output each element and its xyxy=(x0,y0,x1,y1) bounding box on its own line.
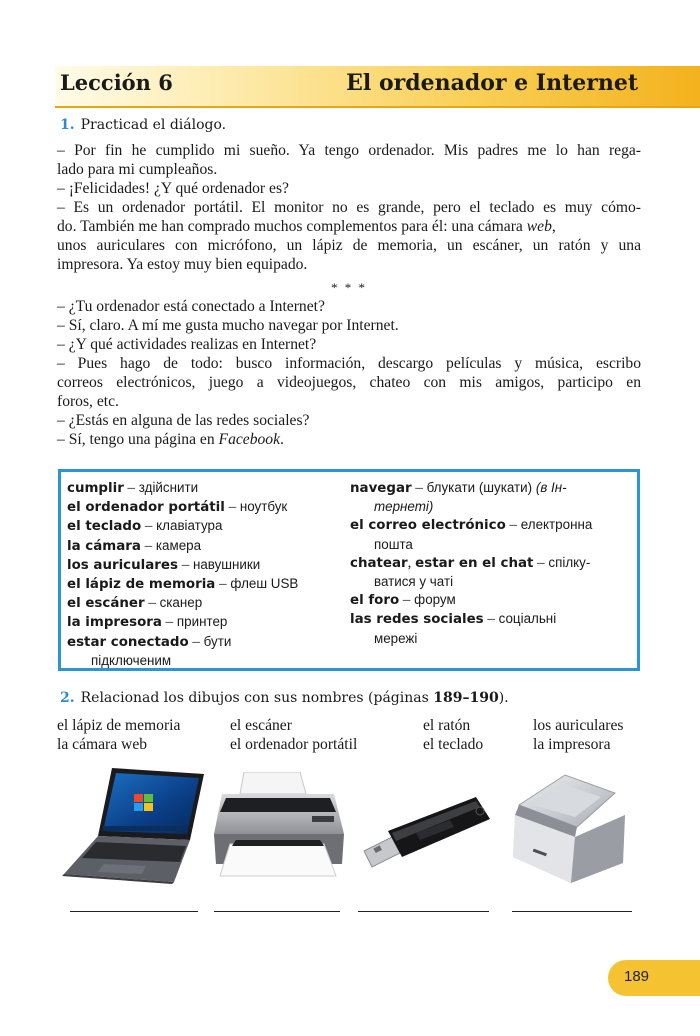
vocab-translation: бути xyxy=(203,633,232,649)
vocab-term: chatear xyxy=(350,555,408,571)
vocab-term: cumplir xyxy=(67,481,124,496)
dialogue-part-2 xyxy=(57,297,641,449)
scanner-image xyxy=(505,771,631,885)
dialogue-text: do. También me han comprado muchos complementos para él: una cámara xyxy=(57,218,527,235)
vocab-term: el correo electrónico xyxy=(350,518,506,534)
word-column xyxy=(57,716,180,754)
vocab-translation: електронна xyxy=(520,517,593,533)
vocab-term: el ordenador portátil xyxy=(67,500,225,516)
dialogue-line: – Por fin he cumplido mi sueño. Ya tengo ordenador. Mis padres me lo han rega- xyxy=(57,142,641,159)
vocab-term: las redes sociales xyxy=(350,612,484,628)
vocab-translation-continued: мережі xyxy=(374,630,418,646)
vocab-translation-continued: підключеним xyxy=(91,652,172,668)
task-instruction: Practicad el diálogo. xyxy=(80,117,227,133)
vocab-entry: el teclado – клавіатура xyxy=(67,518,223,535)
dialogue-line: – Sí, claro. A mí me gusta mucho navegar por Internet. xyxy=(57,317,399,334)
dialogue-line: – Sí, tengo una página en Facebook. xyxy=(57,431,284,448)
dialogue-line: foros, etc. xyxy=(57,393,119,410)
task-number: 2. xyxy=(60,690,75,706)
page-reference: 189–190 xyxy=(433,690,499,706)
vocab-translation: камера xyxy=(155,537,202,553)
separator-stars: * * * xyxy=(331,280,367,295)
dialogue-italic: web xyxy=(526,218,552,235)
vocab-term: estar en el chat xyxy=(415,555,534,571)
dialogue-line: correos electrónicos, juego a videojuegos, chateo con mis amigos, participo en xyxy=(57,374,641,391)
dialogue-line: unos auriculares con micrófono, un lápiz de memoria, un escáner, un ratón y una xyxy=(57,237,641,254)
page-number-tab xyxy=(608,960,700,996)
vocab-term: los auriculares xyxy=(67,557,178,573)
vocab-term: el teclado xyxy=(67,519,142,535)
dialogue-line: – ¿Y qué actividades realizas en Internet? xyxy=(57,336,317,353)
word-item: la impresora xyxy=(533,736,611,753)
vocab-entry: navegar – блукати (шукати) (в Ін- xyxy=(350,480,567,496)
word-column xyxy=(230,716,357,754)
vocab-note: (в Ін- xyxy=(535,480,567,495)
vocabulary-box xyxy=(58,469,640,671)
vocab-term: navegar xyxy=(350,481,412,496)
word-column xyxy=(533,716,624,754)
task-number: 1. xyxy=(60,117,75,133)
vocab-entry: el escáner – сканер xyxy=(67,595,203,612)
vocab-note-continued: тернеті) xyxy=(374,499,434,515)
word-item: los auriculares xyxy=(533,717,624,734)
dialogue-line: – ¿Estás en alguna de las redes sociales? xyxy=(57,412,310,429)
dialogue-text: – Sí, tengo una página en xyxy=(57,431,219,448)
vocab-entry: el lápiz de memoria – флеш USB xyxy=(67,576,299,593)
dialogue-line: impresora. Ya estoy muy bien equipado. xyxy=(57,256,308,273)
vocab-entry: el correo electrónico – електронна xyxy=(350,517,593,534)
vocab-translation-continued: пошта xyxy=(374,536,413,552)
vocab-translation: навушники xyxy=(192,556,261,572)
task-instruction: Relacionad los dibujos con sus nombres (páginas xyxy=(80,690,434,706)
lesson-title: El ordenador e Internet xyxy=(346,70,638,96)
dialogue-line: – Es un ordenador portátil. El monitor no es grande, pero el teclado es muy cómo- xyxy=(57,199,641,216)
vocab-translation: флеш USB xyxy=(230,576,299,592)
dialogue-italic: Facebook xyxy=(218,431,281,448)
word-item: el lápiz de memoria xyxy=(57,717,181,734)
word-item: la cámara web xyxy=(57,736,148,753)
answer-blank[interactable] xyxy=(214,911,340,912)
vocab-translation: соціальні xyxy=(498,611,557,627)
vocab-translation: блукати (шукати) xyxy=(426,480,533,495)
vocab-entry: el ordenador portátil – ноутбук xyxy=(67,499,288,516)
vocab-entry: la cámara – камера xyxy=(67,537,202,554)
vocab-term: la cámara xyxy=(67,538,141,554)
vocab-entry: las redes sociales – соціальні xyxy=(350,611,557,628)
vocab-entry: estar conectado – бути xyxy=(67,633,232,650)
dialogue-line: do. También me han comprado muchos complementos para él: una cámara web, xyxy=(57,218,556,235)
task-2-heading xyxy=(60,690,509,706)
vocab-entry: la impresora – принтер xyxy=(67,614,228,631)
word-item: el escáner xyxy=(230,717,292,734)
vocabulary-column-right xyxy=(350,479,632,648)
vocab-translation: здійснити xyxy=(138,480,199,495)
vocab-entry: los auriculares – навушники xyxy=(67,556,261,573)
vocab-term: el escáner xyxy=(67,596,145,612)
task-1-heading xyxy=(60,117,226,133)
vocab-translation: клавіатура xyxy=(156,518,223,534)
vocab-entry: cumplir – здійснити xyxy=(67,480,199,496)
word-item: el ratón xyxy=(423,717,471,734)
vocab-term: el lápiz de memoria xyxy=(67,577,216,593)
vocab-translation: форум xyxy=(414,592,456,608)
word-item: el ordenador portátil xyxy=(230,736,358,753)
answer-blank[interactable] xyxy=(512,911,632,912)
vocab-term: estar conectado xyxy=(67,634,189,650)
header-rule xyxy=(55,106,700,108)
lesson-number: Lección 6 xyxy=(60,70,173,95)
dialogue-part-1 xyxy=(57,141,641,274)
vocab-translation: спілку- xyxy=(548,554,591,570)
dialogue-line: – ¿Tu ordenador está conectado a Internet? xyxy=(57,298,325,315)
page-number: 189 xyxy=(624,968,650,985)
vocab-translation: сканер xyxy=(159,595,203,611)
answer-blank[interactable] xyxy=(70,911,198,912)
task-instruction-end: ). xyxy=(498,690,509,706)
vocabulary-column-left xyxy=(67,479,347,670)
dialogue-line: – ¡Felicidades! ¿Y qué ordenador es? xyxy=(57,180,289,197)
vocab-term: el foro xyxy=(350,593,400,609)
usb-flash-drive-image xyxy=(358,793,492,871)
dialogue-line: – Pues hago de todo: busco información, descargo películas y música, escribo xyxy=(57,355,641,372)
word-item: el teclado xyxy=(423,736,484,753)
dialogue-line: lado para mi cumpleaños. xyxy=(57,161,218,178)
vocab-translation: принтер xyxy=(176,614,228,630)
vocab-entry: el foro – форум xyxy=(350,592,456,609)
laptop-image xyxy=(62,766,207,884)
answer-blank[interactable] xyxy=(358,911,489,912)
printer-image xyxy=(212,772,347,880)
vocab-term: la impresora xyxy=(67,615,162,631)
vocab-translation-continued: ватися у чаті xyxy=(374,574,454,590)
vocab-translation: ноутбук xyxy=(239,499,288,515)
vocab-entry: chatear, estar en el chat – спілку- xyxy=(350,554,591,571)
word-column xyxy=(423,716,483,754)
